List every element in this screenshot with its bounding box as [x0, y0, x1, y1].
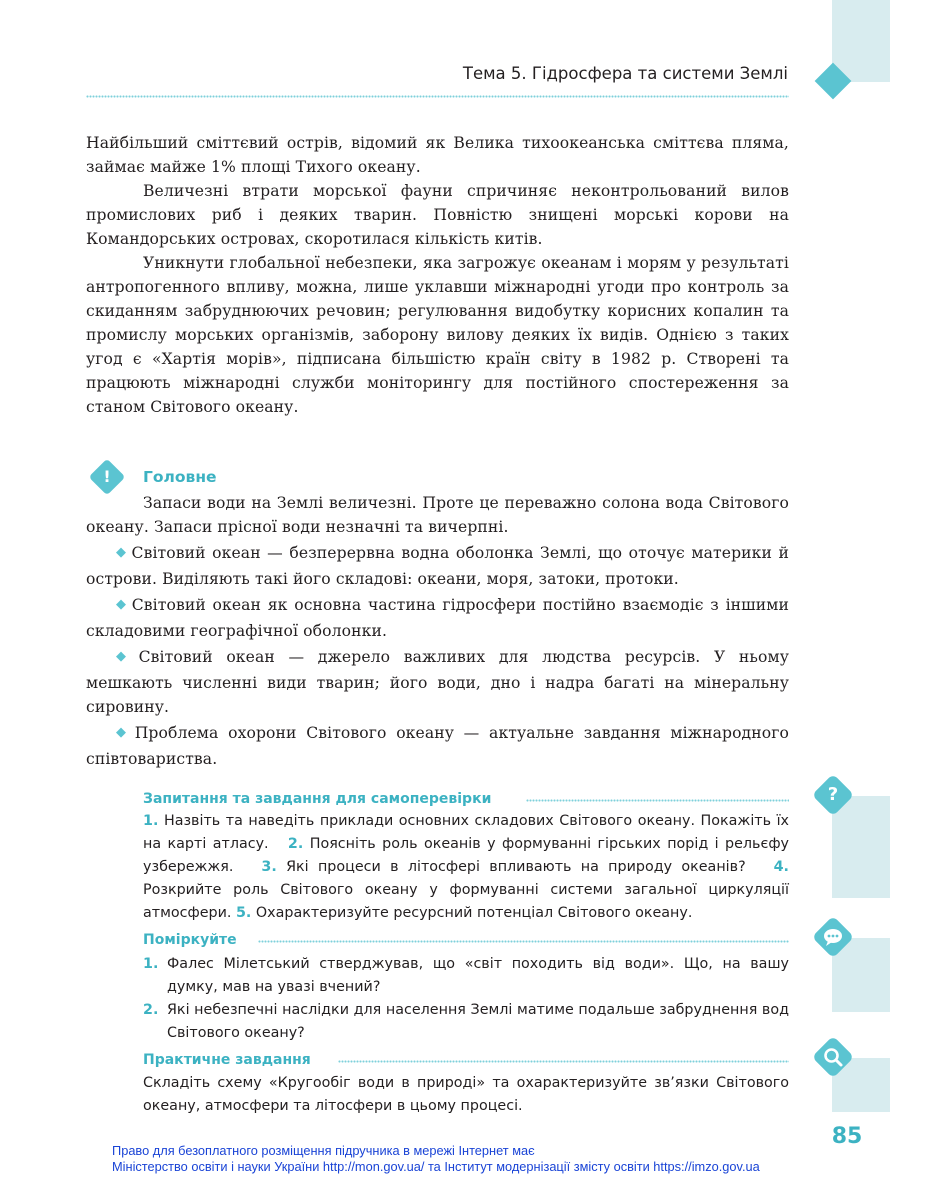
- main-summary-title: Головне: [143, 468, 217, 486]
- exclamation-symbol: !: [103, 467, 111, 486]
- question-number: 3.: [261, 859, 277, 875]
- body-text: [86, 131, 789, 419]
- main-summary-body: [86, 491, 789, 771]
- diamond-bullet-icon: ◆: [116, 649, 135, 664]
- summary-bullet-text: Проблема охорони Світового океану — актуальне завдання міжнародного співтовариства.: [86, 724, 789, 768]
- think-item: [143, 999, 789, 1045]
- summary-bullet: [86, 541, 789, 591]
- think-text: Які небезпечні наслідки для населення Землі матиме подальше забруднення вод Світового океану?: [167, 1002, 789, 1041]
- paragraph: Величезні втрати морської фауни спричиняє неконтрольований вилов промислових риб і деяких тварин. Повністю знищені морські корови на Командорських островах, скоротилася кількість китів.: [86, 182, 789, 248]
- question-number: 5.: [235, 905, 252, 921]
- question-text: Поясніть роль океанів у формуванні гірських порід і рельєфу узбережжя.: [143, 836, 790, 875]
- summary-bullet: [86, 721, 789, 771]
- think-number: 2.: [143, 1002, 159, 1018]
- self-check-title: Запитання та завдання для самоперевірки: [143, 791, 492, 807]
- think-divider: [258, 939, 789, 944]
- think-item: [143, 953, 789, 999]
- speech-bubble-icon: [812, 916, 854, 958]
- page-number: 85: [831, 1124, 863, 1149]
- practical-divider: [338, 1059, 789, 1064]
- question-icon: [812, 774, 854, 816]
- question-symbol: ?: [827, 784, 839, 805]
- think-title: Поміркуйте: [143, 932, 237, 948]
- magnifier-icon: [812, 1036, 854, 1078]
- header-divider: [86, 94, 789, 99]
- summary-bullet-text: Світовий океан — безперервна водна оболонка Землі, що оточує материки й острови. Виділяють такі його складові: океани, моря, затоки, протоки.: [86, 544, 789, 588]
- summary-bullet: [86, 645, 789, 719]
- question-text: Розкрийте роль Світового океану у формуванні системи загальної циркуляції атмосфери.: [143, 882, 789, 921]
- paragraph: Уникнути глобальної небезпеки, яка загрожує океанам і морям у результаті антропогенного впливу, можна, лише уклавши міжнародні угоди про контроль за скиданням забруднюючих речовин; регулювання видобутку корисних копалин та промислу морських організмів, заборону вилову деяких їх видів. Однією з таких угод є «Хартія морів», підписана більшістю країн світу в 1982 р. Створені та працюють міжнародні служби моніторингу для постійного спостереження за станом Світового океану.: [86, 254, 789, 416]
- question-text: Які процеси в літосфері впливають на природу океанів?: [286, 859, 746, 875]
- think-text: Фалес Мілетський стверджував, що «світ походить від води». Що, на вашу думку, мав на увазі вчений?: [167, 956, 789, 995]
- footer-notice: [112, 1143, 872, 1175]
- summary-bullet-text: Світовий океан — джерело важливих для людства ресурсів. У ньому мешкають численні види тварин; його води, дно і надра багаті на мінеральну сировину.: [86, 648, 789, 716]
- practical-title: Практичне завдання: [143, 1052, 311, 1068]
- page-header-title: Тема 5. Гідросфера та системи Землі: [462, 64, 788, 83]
- practical-text: Складіть схему «Кругообіг води в природі» та охарактеризуйте зв’язки Світового океану, атмосфери та літосфери в цьому процесі.: [143, 1075, 789, 1114]
- paragraph: Найбільший сміттєвий острів, відомий як Велика тихоокеанська сміттєва пляма, займає майже 1% площі Тихого океану.: [86, 134, 789, 176]
- question-number: 2.: [287, 836, 304, 852]
- diamond-bullet-icon: ◆: [116, 597, 128, 612]
- footer-line: Право для безоплатного розміщення підручника в мережі Інтернет має: [112, 1143, 535, 1158]
- question-side-tab: [832, 796, 890, 898]
- summary-bullet: [86, 593, 789, 643]
- question-number: 1.: [143, 813, 159, 829]
- magnifier-glyph: [818, 1042, 848, 1072]
- footer-line: Міністерство освіти і науки України http://mon.gov.ua/ та Інститут модернізації змісту освіти https://imzo.gov.ua: [112, 1159, 760, 1174]
- question-number: 4.: [773, 859, 789, 875]
- exclamation-icon: [89, 459, 126, 496]
- diamond-bullet-icon: ◆: [116, 545, 128, 560]
- summary-bullet-text: Світовий океан як основна частина гідросфери постійно взаємодіє з іншими складовими географічної оболонки.: [86, 596, 789, 640]
- think-number: 1.: [143, 956, 159, 972]
- question-text: Назвіть та наведіть приклади основних складових Світового океану. Покажіть їх на карті атласу.: [143, 813, 790, 852]
- question-text: Охарактеризуйте ресурсний потенціал Світового океану.: [255, 905, 693, 921]
- self-check-divider: [526, 798, 789, 803]
- diamond-bullet-icon: ◆: [116, 725, 131, 740]
- main-summary-intro: Запаси води на Землі величезні. Проте це переважно солона вода Світового океану. Запаси прісної води незначні та вичерпні.: [86, 494, 789, 536]
- think-body: [143, 953, 789, 1045]
- speech-bubble-glyph: [818, 922, 848, 952]
- self-check-body: [143, 810, 789, 925]
